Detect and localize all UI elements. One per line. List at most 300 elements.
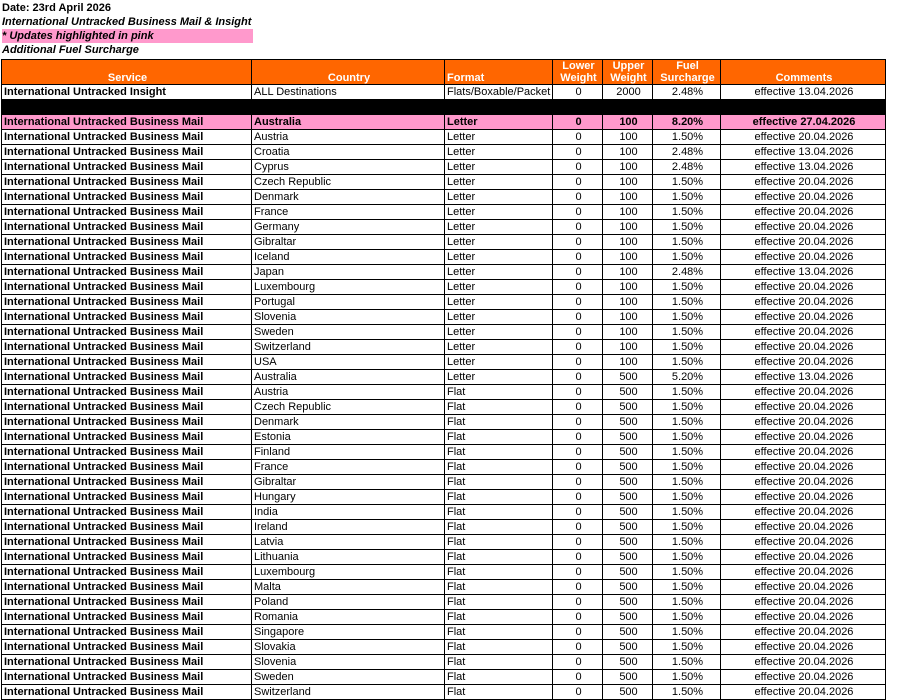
- cell-upper: 500: [603, 535, 653, 550]
- cell-lower: 0: [553, 460, 603, 475]
- cell-lower: 0: [553, 565, 603, 580]
- cell-service: International Untracked Business Mail: [2, 640, 252, 655]
- table-row[interactable]: [2, 325, 886, 340]
- cell-service: International Untracked Business Mail: [2, 115, 252, 130]
- cell-comments: effective 20.04.2026: [721, 205, 886, 220]
- cell-comments: effective 20.04.2026: [721, 280, 886, 295]
- cell-format: Flat: [445, 550, 553, 565]
- cell-format: Letter: [445, 145, 553, 160]
- cell-upper: 100: [603, 160, 653, 175]
- table-row[interactable]: [2, 340, 886, 355]
- cell-country: Singapore: [252, 625, 445, 640]
- cell-comments: effective 20.04.2026: [721, 685, 886, 700]
- table-row[interactable]: [2, 625, 886, 640]
- cell-country: Austria: [252, 130, 445, 145]
- table-row[interactable]: [2, 685, 886, 700]
- cell-country: Estonia: [252, 430, 445, 445]
- cell-upper: 100: [603, 235, 653, 250]
- table-body: [2, 85, 886, 700]
- cell-service: International Untracked Business Mail: [2, 460, 252, 475]
- table-row[interactable]: [2, 235, 886, 250]
- cell-comments: effective 20.04.2026: [721, 475, 886, 490]
- cell-service: International Untracked Business Mail: [2, 685, 252, 700]
- cell-service: International Untracked Business Mail: [2, 250, 252, 265]
- table-row[interactable]: [2, 355, 886, 370]
- table-row[interactable]: [2, 400, 886, 415]
- cell-comments: effective 20.04.2026: [721, 325, 886, 340]
- cell-service: International Untracked Business Mail: [2, 595, 252, 610]
- cell-comments: effective 20.04.2026: [721, 340, 886, 355]
- cell-format: Flat: [445, 655, 553, 670]
- cell-comments: effective 20.04.2026: [721, 175, 886, 190]
- cell-upper: 500: [603, 430, 653, 445]
- cell-fuel: 1.50%: [653, 190, 721, 205]
- table-row[interactable]: [2, 280, 886, 295]
- cell-fuel: 1.50%: [653, 520, 721, 535]
- cell-upper: 500: [603, 640, 653, 655]
- cell-comments: effective 20.04.2026: [721, 655, 886, 670]
- cell-comments: effective 13.04.2026: [721, 370, 886, 385]
- cell-service: International Untracked Business Mail: [2, 235, 252, 250]
- cell-upper: 500: [603, 565, 653, 580]
- cell-upper: 100: [603, 130, 653, 145]
- cell-lower: 0: [553, 190, 603, 205]
- cell-comments: effective 27.04.2026: [721, 115, 886, 130]
- cell-service: International Untracked Business Mail: [2, 175, 252, 190]
- table-row[interactable]: [2, 145, 886, 160]
- cell-upper: 500: [603, 550, 653, 565]
- cell-format: Letter: [445, 355, 553, 370]
- column-header-upper-weight-line1: Upper: [612, 60, 645, 72]
- cell-country: Australia: [252, 370, 445, 385]
- cell-service: International Untracked Insight: [2, 85, 252, 100]
- cell-fuel: 1.50%: [653, 565, 721, 580]
- cell-upper: 500: [603, 520, 653, 535]
- cell-fuel: 1.50%: [653, 625, 721, 640]
- table-row[interactable]: [2, 580, 886, 595]
- cell-comments: effective 13.04.2026: [721, 145, 886, 160]
- cell-country: Denmark: [252, 190, 445, 205]
- cell-service: International Untracked Business Mail: [2, 280, 252, 295]
- cell-lower: 0: [553, 550, 603, 565]
- cell-fuel: 2.48%: [653, 85, 721, 100]
- cell-country: Czech Republic: [252, 400, 445, 415]
- cell-format: Letter: [445, 235, 553, 250]
- cell-service: International Untracked Business Mail: [2, 295, 252, 310]
- cell-format: Flat: [445, 625, 553, 640]
- cell-comments: effective 20.04.2026: [721, 670, 886, 685]
- cell-lower: 0: [553, 415, 603, 430]
- cell-upper: 500: [603, 475, 653, 490]
- table-row[interactable]: [2, 520, 886, 535]
- cell-fuel: 1.50%: [653, 670, 721, 685]
- cell-upper: 100: [603, 355, 653, 370]
- column-header-service: Service: [2, 60, 252, 85]
- cell-lower: 0: [553, 610, 603, 625]
- cell-fuel: 1.50%: [653, 445, 721, 460]
- cell-service: International Untracked Business Mail: [2, 565, 252, 580]
- table-row[interactable]: [2, 430, 886, 445]
- cell-format: Flat: [445, 535, 553, 550]
- cell-fuel: 8.20%: [653, 115, 721, 130]
- table-row[interactable]: [2, 310, 886, 325]
- table-section-separator: [2, 100, 886, 115]
- cell-country: Australia: [252, 115, 445, 130]
- cell-service: International Untracked Business Mail: [2, 385, 252, 400]
- cell-upper: 100: [603, 115, 653, 130]
- cell-format: Flat: [445, 580, 553, 595]
- cell-fuel: 1.50%: [653, 385, 721, 400]
- table-row[interactable]: [2, 190, 886, 205]
- cell-service: International Untracked Business Mail: [2, 670, 252, 685]
- cell-comments: effective 13.04.2026: [721, 160, 886, 175]
- cell-upper: 100: [603, 325, 653, 340]
- table-row[interactable]: [2, 670, 886, 685]
- cell-comments: effective 20.04.2026: [721, 610, 886, 625]
- cell-country: Slovenia: [252, 655, 445, 670]
- cell-service: International Untracked Business Mail: [2, 535, 252, 550]
- cell-lower: 0: [553, 355, 603, 370]
- cell-fuel: 2.48%: [653, 265, 721, 280]
- cell-service: International Untracked Business Mail: [2, 370, 252, 385]
- cell-comments: effective 20.04.2026: [721, 625, 886, 640]
- cell-comments: effective 13.04.2026: [721, 265, 886, 280]
- cell-service: International Untracked Business Mail: [2, 655, 252, 670]
- cell-country: Japan: [252, 265, 445, 280]
- cell-lower: 0: [553, 265, 603, 280]
- cell-service: International Untracked Business Mail: [2, 130, 252, 145]
- table-row[interactable]: [2, 505, 886, 520]
- document-header: [0, 0, 900, 57]
- cell-fuel: 1.50%: [653, 235, 721, 250]
- table-row[interactable]: [2, 475, 886, 490]
- cell-format: Flat: [445, 595, 553, 610]
- cell-service: International Untracked Business Mail: [2, 220, 252, 235]
- cell-upper: 100: [603, 250, 653, 265]
- cell-country: ALL Destinations: [252, 85, 445, 100]
- cell-lower: 0: [553, 160, 603, 175]
- cell-country: France: [252, 460, 445, 475]
- cell-lower: 0: [553, 595, 603, 610]
- cell-fuel: 1.50%: [653, 280, 721, 295]
- cell-fuel: 1.50%: [653, 685, 721, 700]
- cell-fuel: 1.50%: [653, 550, 721, 565]
- cell-comments: effective 20.04.2026: [721, 400, 886, 415]
- cell-country: Hungary: [252, 490, 445, 505]
- cell-format: Flat: [445, 565, 553, 580]
- cell-lower: 0: [553, 655, 603, 670]
- cell-comments: effective 20.04.2026: [721, 355, 886, 370]
- cell-comments: effective 20.04.2026: [721, 295, 886, 310]
- cell-comments: effective 20.04.2026: [721, 550, 886, 565]
- column-header-lower-weight: [553, 60, 603, 85]
- cell-upper: 100: [603, 295, 653, 310]
- cell-comments: effective 20.04.2026: [721, 490, 886, 505]
- cell-lower: 0: [553, 505, 603, 520]
- cell-format: Flat: [445, 400, 553, 415]
- cell-comments: effective 20.04.2026: [721, 535, 886, 550]
- document-subtitle: International Untracked Business Mail & Insight: [2, 16, 252, 28]
- table-row[interactable]: [2, 610, 886, 625]
- cell-format: Letter: [445, 115, 553, 130]
- cell-fuel: 1.50%: [653, 220, 721, 235]
- cell-service: International Untracked Business Mail: [2, 205, 252, 220]
- cell-country: USA: [252, 355, 445, 370]
- cell-format: Flat: [445, 385, 553, 400]
- cell-country: Sweden: [252, 325, 445, 340]
- cell-service: International Untracked Business Mail: [2, 610, 252, 625]
- cell-comments: effective 20.04.2026: [721, 520, 886, 535]
- table-row[interactable]: [2, 550, 886, 565]
- cell-country: Denmark: [252, 415, 445, 430]
- cell-fuel: 1.50%: [653, 475, 721, 490]
- cell-country: Luxembourg: [252, 280, 445, 295]
- column-header-fuel-surcharge-line2: Surcharge: [660, 72, 715, 84]
- cell-fuel: 1.50%: [653, 400, 721, 415]
- table-row[interactable]: [2, 565, 886, 580]
- cell-format: Flats/Boxable/Packet: [445, 85, 553, 100]
- cell-upper: 100: [603, 310, 653, 325]
- cell-lower: 0: [553, 205, 603, 220]
- cell-fuel: 2.48%: [653, 145, 721, 160]
- cell-fuel: 1.50%: [653, 325, 721, 340]
- cell-lower: 0: [553, 400, 603, 415]
- cell-upper: 100: [603, 220, 653, 235]
- column-header-lower-weight-line2: Weight: [560, 72, 597, 84]
- table-row[interactable]: [2, 460, 886, 475]
- table-row[interactable]: [2, 385, 886, 400]
- table-row[interactable]: [2, 595, 886, 610]
- cell-fuel: 1.50%: [653, 415, 721, 430]
- cell-format: Flat: [445, 520, 553, 535]
- cell-lower: 0: [553, 325, 603, 340]
- cell-lower: 0: [553, 670, 603, 685]
- cell-lower: 0: [553, 295, 603, 310]
- cell-fuel: 2.48%: [653, 160, 721, 175]
- cell-format: Flat: [445, 475, 553, 490]
- table-row[interactable]: [2, 130, 886, 145]
- cell-service: International Untracked Business Mail: [2, 400, 252, 415]
- table-row[interactable]: [2, 655, 886, 670]
- cell-country: Czech Republic: [252, 175, 445, 190]
- cell-service: International Untracked Business Mail: [2, 475, 252, 490]
- cell-service: International Untracked Business Mail: [2, 265, 252, 280]
- cell-fuel: 1.50%: [653, 460, 721, 475]
- cell-format: Flat: [445, 415, 553, 430]
- cell-country: Iceland: [252, 250, 445, 265]
- cell-country: Switzerland: [252, 685, 445, 700]
- cell-fuel: 1.50%: [653, 430, 721, 445]
- cell-upper: 500: [603, 595, 653, 610]
- cell-upper: 100: [603, 265, 653, 280]
- cell-fuel: 1.50%: [653, 250, 721, 265]
- table-row[interactable]: [2, 265, 886, 280]
- cell-country: Croatia: [252, 145, 445, 160]
- cell-upper: 500: [603, 610, 653, 625]
- table-row[interactable]: [2, 160, 886, 175]
- cell-comments: effective 20.04.2026: [721, 580, 886, 595]
- cell-upper: 100: [603, 145, 653, 160]
- cell-country: Slovakia: [252, 640, 445, 655]
- cell-format: Letter: [445, 220, 553, 235]
- cell-format: Letter: [445, 370, 553, 385]
- cell-format: Flat: [445, 670, 553, 685]
- cell-format: Letter: [445, 160, 553, 175]
- cell-lower: 0: [553, 685, 603, 700]
- cell-format: Letter: [445, 175, 553, 190]
- cell-country: Finland: [252, 445, 445, 460]
- table-row[interactable]: [2, 445, 886, 460]
- table-header-row: [2, 60, 886, 85]
- cell-fuel: 1.50%: [653, 355, 721, 370]
- cell-format: Letter: [445, 280, 553, 295]
- cell-service: International Untracked Business Mail: [2, 625, 252, 640]
- cell-fuel: 5.20%: [653, 370, 721, 385]
- cell-lower: 0: [553, 220, 603, 235]
- separator-cell: [2, 100, 886, 115]
- cell-country: Gibraltar: [252, 235, 445, 250]
- cell-lower: 0: [553, 535, 603, 550]
- cell-format: Flat: [445, 445, 553, 460]
- table-row[interactable]: [2, 295, 886, 310]
- cell-fuel: 1.50%: [653, 580, 721, 595]
- cell-country: Malta: [252, 580, 445, 595]
- cell-comments: effective 20.04.2026: [721, 595, 886, 610]
- cell-country: Austria: [252, 385, 445, 400]
- cell-fuel: 1.50%: [653, 310, 721, 325]
- table-row[interactable]: [2, 490, 886, 505]
- cell-service: International Untracked Business Mail: [2, 325, 252, 340]
- cell-format: Letter: [445, 205, 553, 220]
- cell-fuel: 1.50%: [653, 640, 721, 655]
- cell-service: International Untracked Business Mail: [2, 190, 252, 205]
- cell-upper: 500: [603, 460, 653, 475]
- cell-comments: effective 13.04.2026: [721, 85, 886, 100]
- table-row[interactable]: [2, 640, 886, 655]
- column-header-fuel-surcharge: [653, 60, 721, 85]
- column-header-comments: Comments: [721, 60, 886, 85]
- cell-lower: 0: [553, 520, 603, 535]
- cell-lower: 0: [553, 370, 603, 385]
- column-header-format: Format: [445, 60, 553, 85]
- cell-country: Gibraltar: [252, 475, 445, 490]
- cell-service: International Untracked Business Mail: [2, 505, 252, 520]
- cell-upper: 500: [603, 445, 653, 460]
- cell-upper: 100: [603, 175, 653, 190]
- cell-upper: 500: [603, 415, 653, 430]
- cell-lower: 0: [553, 430, 603, 445]
- cell-lower: 0: [553, 280, 603, 295]
- cell-lower: 0: [553, 580, 603, 595]
- cell-comments: effective 20.04.2026: [721, 415, 886, 430]
- cell-lower: 0: [553, 340, 603, 355]
- table-row[interactable]: [2, 370, 886, 385]
- cell-upper: 100: [603, 280, 653, 295]
- cell-format: Letter: [445, 265, 553, 280]
- cell-lower: 0: [553, 130, 603, 145]
- cell-format: Flat: [445, 610, 553, 625]
- column-header-fuel-surcharge-line1: Fuel: [676, 60, 699, 72]
- table-row[interactable]: [2, 205, 886, 220]
- table-row[interactable]: [2, 220, 886, 235]
- cell-country: India: [252, 505, 445, 520]
- cell-comments: effective 20.04.2026: [721, 505, 886, 520]
- cell-format: Flat: [445, 430, 553, 445]
- cell-country: Romania: [252, 610, 445, 625]
- fuel-surcharge-table: [1, 59, 886, 700]
- cell-upper: 500: [603, 655, 653, 670]
- cell-format: Flat: [445, 640, 553, 655]
- cell-lower: 0: [553, 490, 603, 505]
- cell-upper: 2000: [603, 85, 653, 100]
- cell-service: International Untracked Business Mail: [2, 550, 252, 565]
- cell-lower: 0: [553, 625, 603, 640]
- cell-lower: 0: [553, 640, 603, 655]
- cell-service: International Untracked Business Mail: [2, 310, 252, 325]
- cell-fuel: 1.50%: [653, 505, 721, 520]
- cell-service: International Untracked Business Mail: [2, 160, 252, 175]
- cell-upper: 100: [603, 205, 653, 220]
- cell-upper: 500: [603, 685, 653, 700]
- cell-comments: effective 20.04.2026: [721, 565, 886, 580]
- table-row[interactable]: [2, 85, 886, 100]
- cell-service: International Untracked Business Mail: [2, 340, 252, 355]
- cell-fuel: 1.50%: [653, 130, 721, 145]
- table-row[interactable]: [2, 175, 886, 190]
- column-header-upper-weight: [603, 60, 653, 85]
- cell-fuel: 1.50%: [653, 205, 721, 220]
- table-row[interactable]: [2, 415, 886, 430]
- cell-country: Luxembourg: [252, 565, 445, 580]
- column-header-upper-weight-line2: Weight: [610, 72, 647, 84]
- cell-upper: 500: [603, 490, 653, 505]
- table-row[interactable]: [2, 115, 886, 130]
- cell-fuel: 1.50%: [653, 340, 721, 355]
- cell-lower: 0: [553, 115, 603, 130]
- cell-comments: effective 20.04.2026: [721, 385, 886, 400]
- cell-lower: 0: [553, 310, 603, 325]
- cell-upper: 500: [603, 580, 653, 595]
- cell-comments: effective 20.04.2026: [721, 130, 886, 145]
- table-row[interactable]: [2, 250, 886, 265]
- cell-country: Ireland: [252, 520, 445, 535]
- cell-fuel: 1.50%: [653, 595, 721, 610]
- cell-fuel: 1.50%: [653, 175, 721, 190]
- table-row[interactable]: [2, 535, 886, 550]
- cell-country: Cyprus: [252, 160, 445, 175]
- cell-upper: 500: [603, 505, 653, 520]
- cell-upper: 100: [603, 190, 653, 205]
- cell-format: Flat: [445, 505, 553, 520]
- cell-country: Switzerland: [252, 340, 445, 355]
- cell-format: Letter: [445, 130, 553, 145]
- cell-lower: 0: [553, 250, 603, 265]
- cell-service: International Untracked Business Mail: [2, 430, 252, 445]
- cell-service: International Untracked Business Mail: [2, 145, 252, 160]
- cell-format: Letter: [445, 325, 553, 340]
- cell-format: Letter: [445, 340, 553, 355]
- cell-service: International Untracked Business Mail: [2, 415, 252, 430]
- cell-comments: effective 20.04.2026: [721, 235, 886, 250]
- cell-lower: 0: [553, 85, 603, 100]
- document-date: Date: 23rd April 2026: [2, 2, 112, 14]
- cell-comments: effective 20.04.2026: [721, 250, 886, 265]
- cell-comments: effective 20.04.2026: [721, 220, 886, 235]
- cell-comments: effective 20.04.2026: [721, 310, 886, 325]
- cell-upper: 500: [603, 400, 653, 415]
- cell-country: Slovenia: [252, 310, 445, 325]
- cell-service: International Untracked Business Mail: [2, 580, 252, 595]
